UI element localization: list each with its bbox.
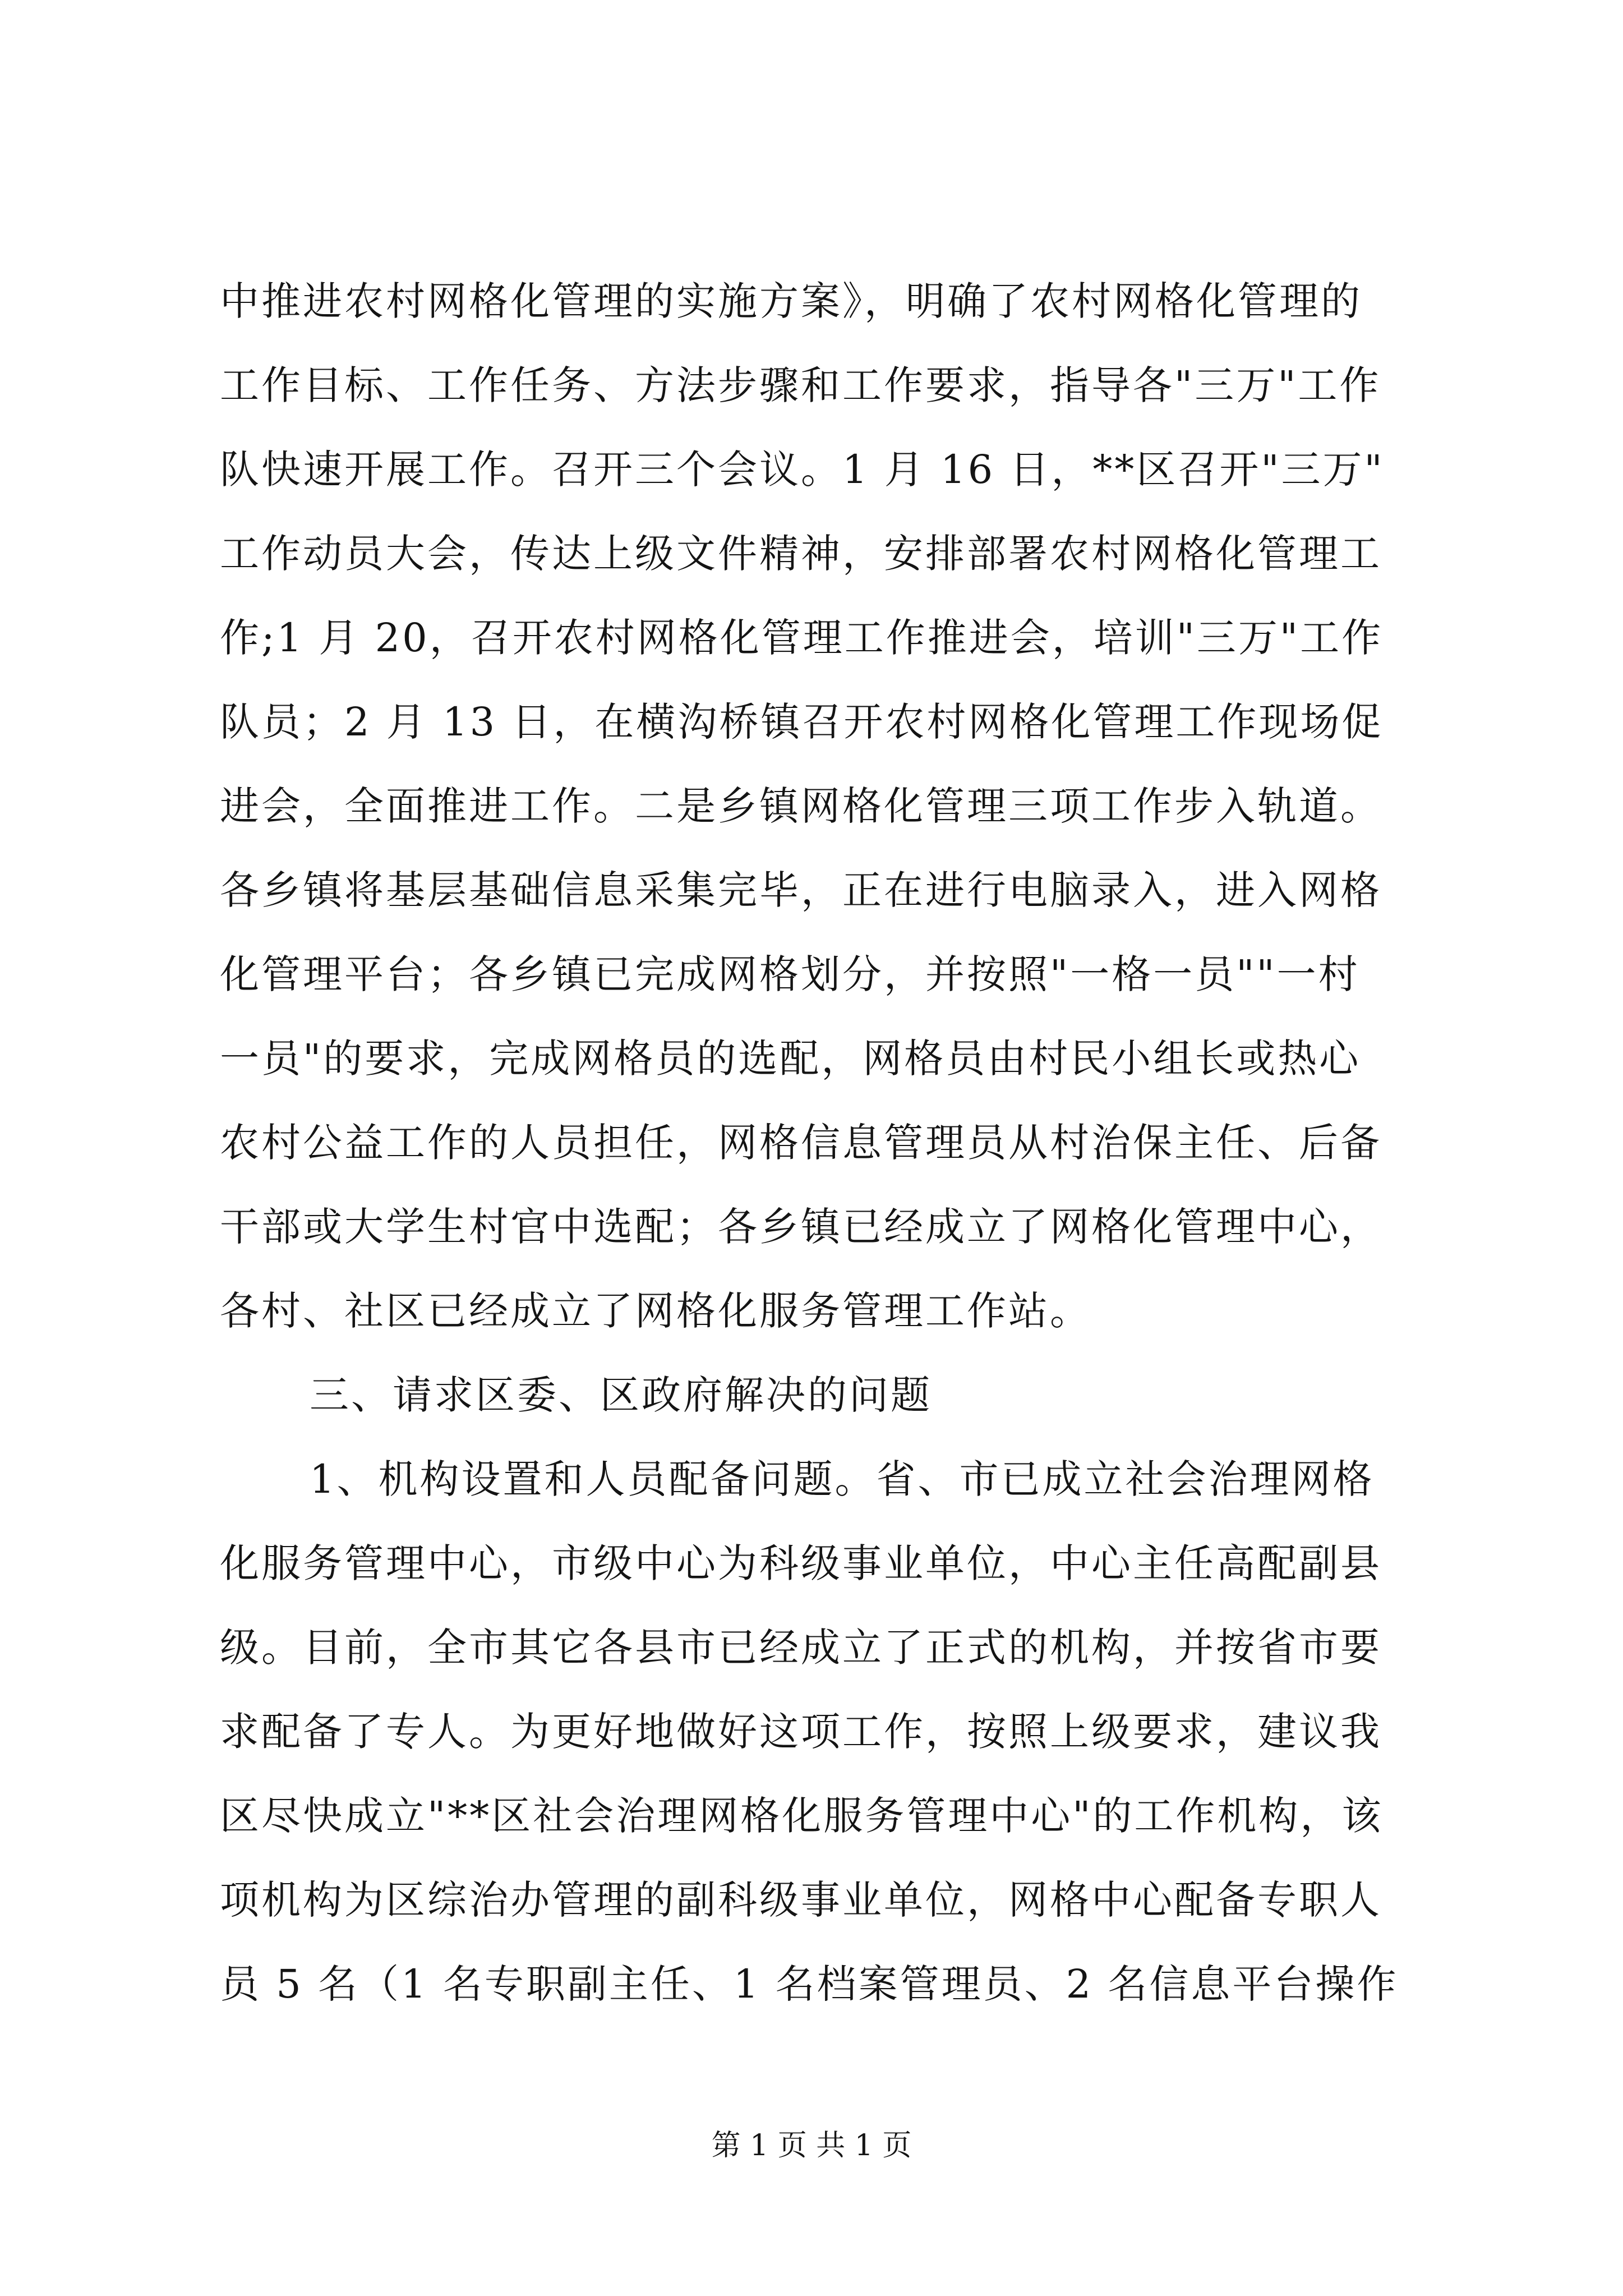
text-line: 中推进农村网格化管理的实施方案》，明确了农村网格化管理的	[220, 278, 1362, 324]
text-line: 队员；2 月 13 日，在横沟桥镇召开农村网格化管理工作现场促	[220, 699, 1384, 745]
text-line: 农村公益工作的人员担任，网格信息管理员从村治保主任、后备	[220, 1120, 1382, 1166]
text-line: 进会，全面推进工作。二是乡镇网格化管理三项工作步入轨道。	[220, 783, 1382, 829]
text-line: 项机构为区综治办管理的副科级事业单位，网格中心配备专职人	[220, 1877, 1382, 1923]
text-line: 级。目前，全市其它各县市已经成立了正式的机构，并按省市要	[220, 1625, 1382, 1671]
text-line: 队快速开展工作。召开三个会议。1 月 16 日，**区召开"三万"	[220, 447, 1385, 493]
document-body	[220, 259, 1420, 2026]
text-line: 员 5 名（1 名专职副主任、1 名档案管理员、2 名信息平台操作	[220, 1961, 1399, 2007]
text-line: 工作目标、工作任务、方法步骤和工作要求，指导各"三万"工作	[220, 362, 1381, 408]
text-line: 干部或大学生村官中选配；各乡镇已经成立了网格化管理中心，	[220, 1204, 1382, 1250]
text-line: 化服务管理中心，市级中心为科级事业单位，中心主任高配副县	[220, 1540, 1382, 1586]
text-line: 区尽快成立"**区社会治理网格化服务管理中心"的工作机构，该	[220, 1793, 1384, 1839]
text-line: 各乡镇将基层基础信息采集完毕，正在进行电脑录入，进入网格	[220, 867, 1382, 913]
page-footer: 第 1 页 共 1 页	[711, 2129, 912, 2162]
text-line: 各村、社区已经成立了网格化服务管理工作站。	[220, 1288, 1091, 1334]
text-line: 作;1 月 20，召开农村网格化管理工作推进会，培训"三万"工作	[220, 615, 1384, 661]
section-heading: 三、请求区委、区政府解决的问题	[310, 1372, 932, 1418]
text-line: 一员"的要求，完成网格员的选配，网格员由村民小组长或热心	[220, 1036, 1361, 1082]
text-line: 化管理平台；各乡镇已完成网格划分，并按照"一格一员""一村	[220, 951, 1360, 997]
paragraph-first-line: 1、机构设置和人员配备问题。省、市已成立社会治理网格	[310, 1456, 1375, 1502]
text-line: 求配备了专人。为更好地做好这项工作，按照上级要求，建议我	[220, 1709, 1382, 1755]
text-line: 工作动员大会，传达上级文件精神，安排部署农村网格化管理工	[220, 531, 1382, 577]
